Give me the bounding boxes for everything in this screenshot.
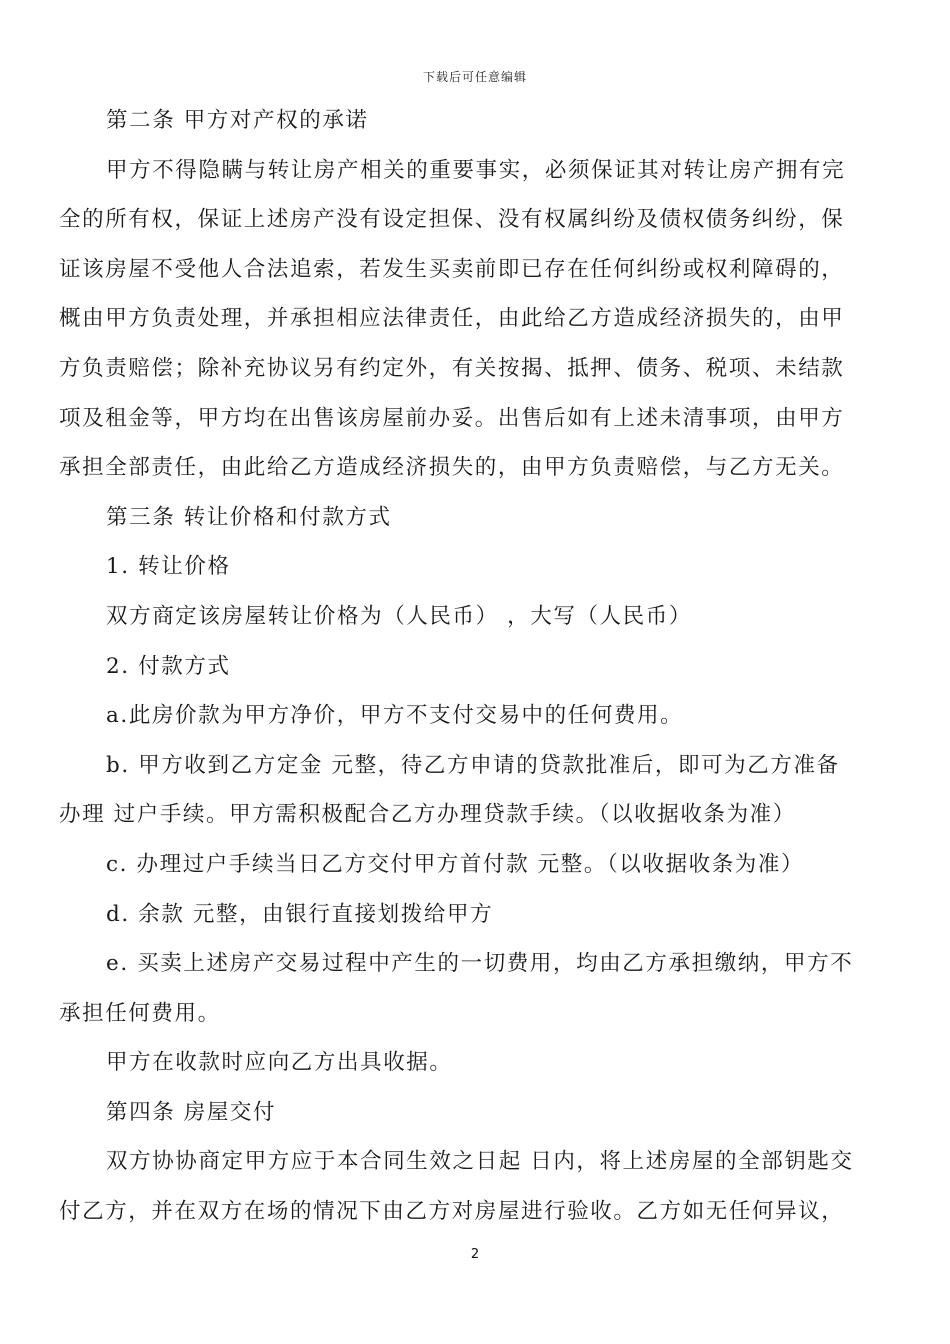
text-line: 承担全部责任，由此给乙方造成经济损失的，由甲方负责赔偿，与乙方无关。 bbox=[59, 455, 845, 481]
text-line: 双方商定该房屋转让价格为（人民币） ，大写（人民币） bbox=[106, 603, 692, 629]
page-header: 下载后可任意编辑 bbox=[422, 70, 527, 84]
text-line: 付乙方，并在双方在场的情况下由乙方对房屋进行验收。乙方如无任何异议， bbox=[59, 1199, 845, 1225]
text-line: 办理 过户手续。甲方需积极配合乙方办理贷款手续。（以收据收条为准） bbox=[59, 802, 796, 828]
text-line: 第二条 甲方对产权的承诺 bbox=[106, 108, 369, 133]
text-line: 方负责赔偿；除补充协议另有约定外，有关按揭、抵押、债务、税项、未结款 bbox=[59, 355, 845, 381]
text-line: 概由甲方负责处理，并承担相应法律责任，由此给乙方造成经济损失的，由甲 bbox=[59, 306, 845, 332]
text-line: c. 办理过户手续当日乙方交付甲方首付款 元整。（以收据收条为准） bbox=[106, 851, 805, 877]
document-body bbox=[59, 96, 885, 1237]
text-line: a.此房价款为甲方净价，甲方不支付交易中的任何费用。 bbox=[106, 703, 684, 729]
text-line: e. 买卖上述房产交易过程中产生的一切费用，均由乙方承担缴纳，甲方不 bbox=[106, 951, 854, 977]
text-line: d. 余款 元整，由银行直接划拨给甲方 bbox=[106, 901, 494, 927]
text-line: 1. 转让价格 bbox=[106, 554, 231, 580]
text-line: 2. 付款方式 bbox=[106, 653, 231, 679]
text-line: 证该房屋不受他人合法追索，若发生买卖前即已存在任何纠纷或权利障碍的， bbox=[59, 256, 845, 282]
text-line: b. 甲方收到乙方定金 元整，待乙方申请的贷款批准后，即可为乙方准备 bbox=[106, 752, 840, 778]
text-line: 双方协协商定甲方应于本合同生效之日起 日内，将上述房屋的全部钥匙交 bbox=[106, 1149, 854, 1175]
page-number: 2 bbox=[470, 1247, 480, 1262]
text-line: 甲方在收款时应向乙方出具收据。 bbox=[106, 1050, 453, 1076]
text-line: 第三条 转让价格和付款方式 bbox=[106, 504, 392, 530]
text-line: 第四条 房屋交付 bbox=[106, 1099, 277, 1125]
text-line: 甲方不得隐瞒与转让房产相关的重要事实，必须保证其对转让房产拥有完 bbox=[106, 157, 846, 183]
text-line: 项及租金等，甲方均在出售该房屋前办妥。出售后如有上述未清事项，由甲方 bbox=[59, 405, 845, 431]
text-line: 承担任何费用。 bbox=[59, 1000, 221, 1026]
text-line: 全的所有权，保证上述房产没有设定担保、没有权属纠纷及债权债务纠纷，保 bbox=[59, 207, 845, 233]
